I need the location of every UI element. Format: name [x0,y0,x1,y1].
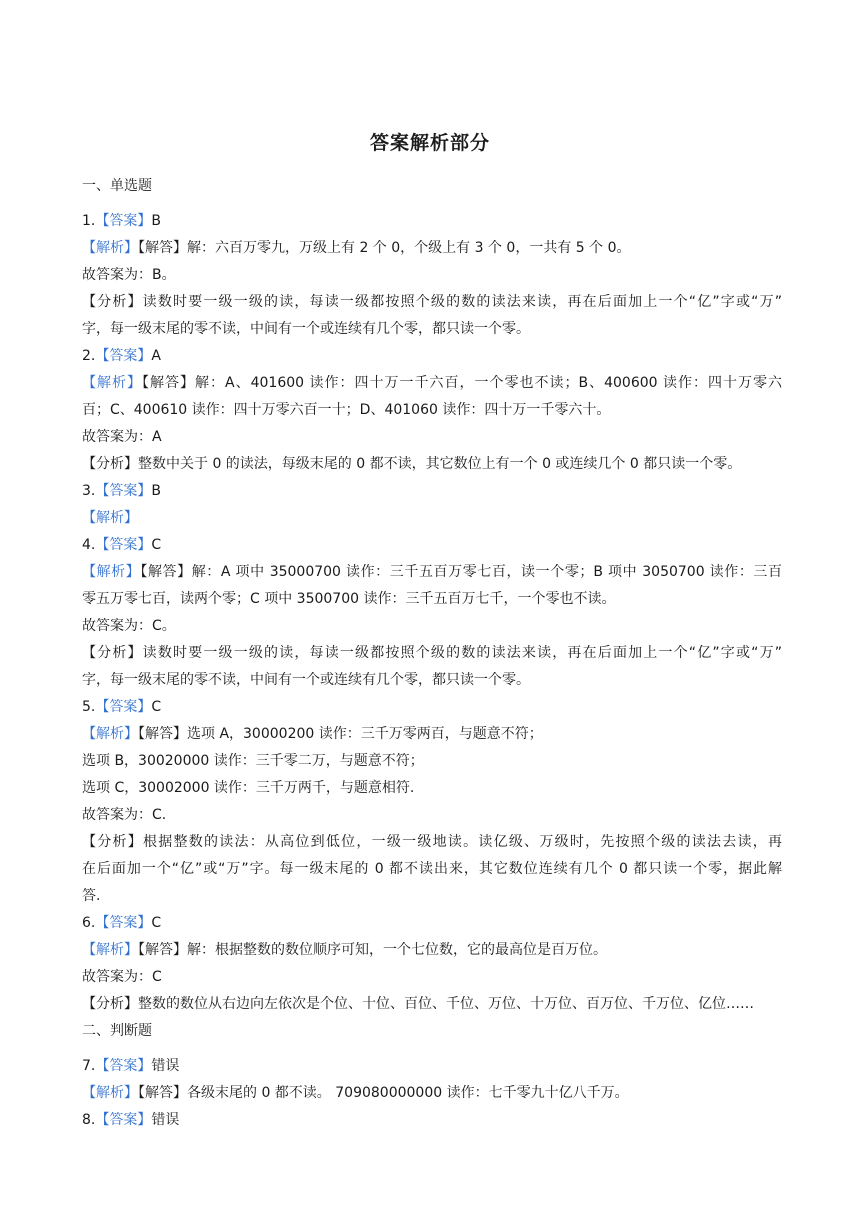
text-segment: B [151,483,161,499]
text-segment: 【分析】整数的数位从右边向左依次是个位、十位、百位、千位、万位、十万位、百万位、千万位、亿位…… [82,996,754,1012]
text-line [82,967,782,987]
text-segment: 错误 [151,1058,180,1074]
text-line [82,1056,782,1076]
text-line [82,562,782,582]
label-tag: 【答案】 [95,537,152,553]
label-tag: 【解析】 [82,1085,138,1101]
text-line [82,508,782,528]
text-segment: 4. [82,537,96,553]
text-segment: 【分析】整数中关于 0 的读法，每级末尾的 0 都不读，其它数位上有一个 0 或连续几个 0 都只读一个零。 [82,456,742,472]
text-line [82,940,782,960]
text-line [82,886,782,906]
text-line [82,346,782,366]
text-line [82,805,782,825]
label-tag: 【答案】 [95,915,152,931]
label-tag: 【解析】 [82,240,138,256]
text-line [82,1110,782,1130]
text-segment: 选项 C，30002000 读作：三千万两千，与题意相符. [82,780,415,796]
text-segment: 【解答】解：A 项中 35000700 读作：三千五百万零七百，读一个零；B 项中 3050700 读作：三百 [140,564,782,580]
text-line [82,859,782,879]
text-line [82,400,782,420]
text-segment: 【分析】根据整数的读法：从高位到低位，一级一级地读。读亿级、万级时，先按照个级的读法去读，再 [82,834,782,850]
text-segment: 错误 [151,1112,180,1128]
text-line [82,643,782,663]
text-segment: 在后面加一个“亿”或“万”字。每一级末尾的 0 都不读出来，其它数位连续有几个 0 都只读一个零，据此解 [82,861,782,877]
page-title: 答案解析部分 [369,132,490,154]
text-segment: 故答案为：B。 [82,267,176,283]
label-tag: 【答案】 [95,699,152,715]
text-line [82,319,782,339]
text-segment: 字，每一级末尾的零不读，中间有一个或连续有几个零，都只读一个零。 [82,321,530,337]
text-line [82,994,782,1014]
label-tag: 【解析】 [82,375,143,391]
text-line [82,454,782,474]
text-segment: 【解答】解：六百万零九，万级上有 2 个 0，个级上有 3 个 0，一共有 5 个 0。 [138,240,631,256]
text-segment: 6. [82,915,96,931]
text-segment: 零五万零七百，读两个零；C 项中 3500700 读作：三千五百万七千，一个零也不读。 [82,591,616,607]
text-line [82,778,782,798]
text-segment: 选项 B，30020000 读作：三千零二万，与题意不符； [82,753,424,769]
text-segment: 字，每一级末尾的零不读，中间有一个或连续有几个零，都只读一个零。 [82,672,530,688]
text-line [82,724,782,744]
text-segment: 百；C、400610 读作：四十万零六百一十；D、401060 读作：四十万一千零六十。 [82,402,611,418]
text-line [82,751,782,771]
text-line [82,292,782,312]
text-segment: 【解答】解：A、401600 读作：四十万一千六百，一个零也不读；B、400600 读作：四十万零六 [142,375,783,391]
label-tag: 【答案】 [95,1112,152,1128]
text-segment: 故答案为：A [82,429,162,445]
text-segment: C [151,915,162,931]
label-tag: 【答案】 [95,213,152,229]
text-line [82,913,782,933]
text-segment: 3. [82,483,96,499]
text-line [82,589,782,609]
text-segment: A [151,348,161,364]
text-line [82,1083,782,1103]
text-segment: 故答案为：C [82,969,162,985]
text-line [82,265,782,285]
text-segment: 【分析】读数时要一级一级的读，每读一级都按照个级的数的读法来读，再在后面加上一个“亿”字或“万” [82,294,782,310]
text-segment: 【分析】读数时要一级一级的读，每读一级都按照个级的数的读法来读，再在后面加上一个“亿”字或“万” [82,645,782,661]
text-line [82,176,782,196]
text-line [82,832,782,852]
text-line [82,1021,782,1041]
text-segment: 7. [82,1058,96,1074]
text-segment: 【解答】解：根据整数的数位顺序可知，一个七位数，它的最高位是百万位。 [138,942,607,958]
text-line [82,211,782,231]
label-tag: 【解析】 [82,942,138,958]
text-segment: 【解答】选项 A，30000200 读作：三千万零两百，与题意不符； [138,726,543,742]
text-segment: 2. [82,348,96,364]
label-tag: 【答案】 [95,1058,152,1074]
text-segment: 故答案为：C。 [82,618,176,634]
text-line [82,670,782,690]
text-segment: 1. [82,213,96,229]
text-segment: 答. [82,888,101,904]
label-tag: 【解析】 [82,726,138,742]
label-tag: 【答案】 [95,348,152,364]
label-tag: 【解析】 [82,510,138,526]
text-segment: 一、单选题 [82,178,152,194]
text-line [82,535,782,555]
text-segment: 5. [82,699,96,715]
text-line [82,238,782,258]
label-tag: 【解析】 [82,564,141,580]
text-line [82,697,782,717]
text-line [82,616,782,636]
text-segment: B [151,213,161,229]
text-line [82,427,782,447]
text-line [82,481,782,501]
text-segment: C [151,537,162,553]
text-line [82,373,782,393]
text-segment: 故答案为：C. [82,807,167,823]
text-segment: 8. [82,1112,96,1128]
label-tag: 【答案】 [95,483,152,499]
text-segment: 二、判断题 [82,1023,152,1039]
text-segment: 【解答】各级末尾的 0 都不读。 709080000000 读作：七千零九十亿八千万。 [138,1085,629,1101]
text-segment: C [151,699,162,715]
